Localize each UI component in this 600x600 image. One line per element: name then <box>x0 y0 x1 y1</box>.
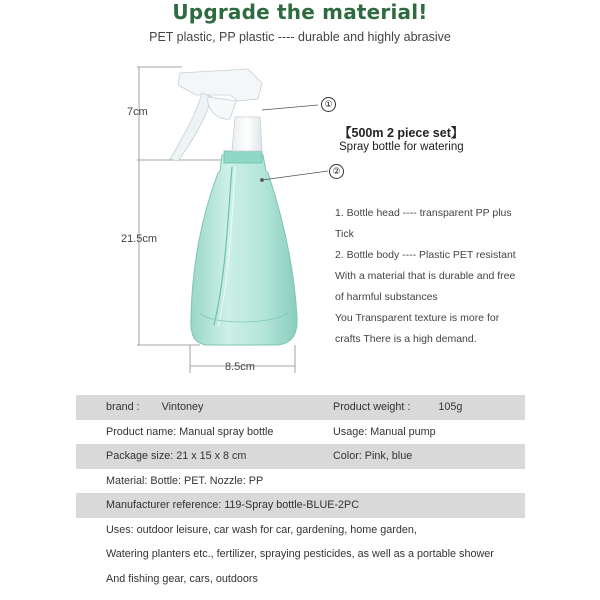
brand-label: brand : <box>106 401 140 414</box>
page-title: Upgrade the material! <box>172 0 428 24</box>
spec-row-material <box>76 469 525 494</box>
body-width-label: 8.5cm <box>225 361 255 373</box>
set-title: 【500m 2 piece set】 <box>339 126 464 140</box>
callout-one-badge: ① <box>321 97 336 112</box>
description-line: crafts There is a high demand. <box>335 333 477 345</box>
description-line: With a material that is durable and free <box>335 270 516 282</box>
spec-row-uses-1 <box>76 518 525 543</box>
spec-row-uses-3 <box>76 567 525 592</box>
callout-two-badge: ② <box>329 164 344 179</box>
body-height-label: 21.5cm <box>121 233 158 245</box>
product-name: Product name: Manual spray bottle <box>106 425 274 438</box>
spec-row-uses-2 <box>76 542 525 567</box>
spec-row-package <box>76 444 525 469</box>
page-subtitle: PET plastic, PP plastic ---- durable and highly abrasive <box>149 30 451 44</box>
description-line: 2. Bottle body ---- Plastic PET resistant <box>335 249 516 261</box>
set-subtitle: Spray bottle for watering <box>339 141 464 153</box>
manufacturer-reference: Manufacturer reference: 119-Spray bottle-BLUE-2PC <box>106 499 360 512</box>
spec-row-brand <box>76 395 525 420</box>
description-line: of harmful substances <box>335 291 438 303</box>
color: Color: Pink, blue <box>333 450 413 463</box>
weight-value: 105g <box>438 401 463 414</box>
uses-line: Watering planters etc., fertilizer, spraying pesticides, as well as a portable shower <box>106 548 494 561</box>
spray-head <box>170 69 262 161</box>
bottle-body <box>191 151 297 345</box>
material-description <box>335 203 530 350</box>
description-line: 1. Bottle head ---- transparent PP plus <box>335 207 512 219</box>
description-line: Tick <box>335 228 354 240</box>
material: Material: Bottle: PET. Nozzle: PP <box>106 474 264 487</box>
uses-line: Uses: outdoor leisure, car wash for car, gardening, home garden, <box>106 523 417 536</box>
spec-row-manufacturer <box>76 493 525 518</box>
description-line: You Transparent texture is more for <box>335 312 500 324</box>
spec-row-product-name <box>76 420 525 445</box>
package-size: Package size: 21 x 15 x 8 cm <box>106 450 247 463</box>
weight-label: Product weight : <box>333 401 411 414</box>
spec-table <box>76 395 525 591</box>
head-height-label: 7cm <box>127 106 148 118</box>
brand-value: Vintoney <box>161 401 204 414</box>
uses-line: And fishing gear, cars, outdoors <box>106 572 258 585</box>
usage: Usage: Manual pump <box>333 425 436 438</box>
